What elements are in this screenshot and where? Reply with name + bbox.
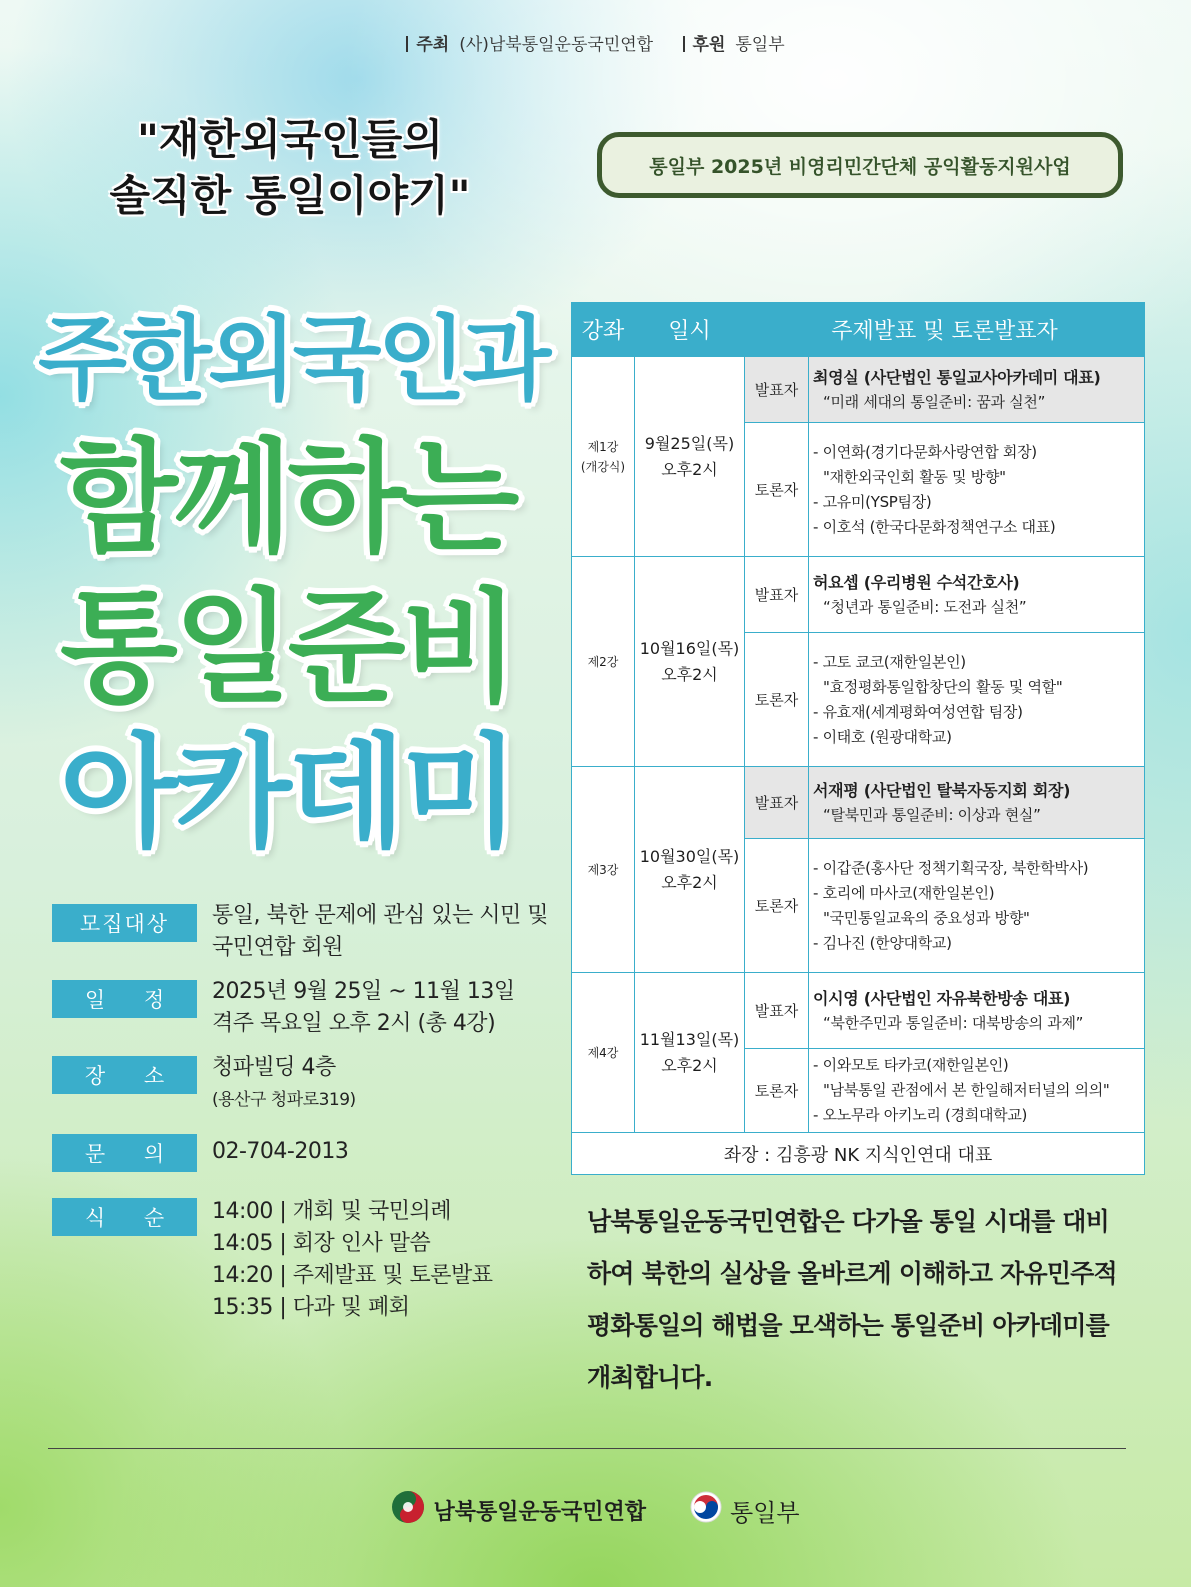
info-label-venue: 장 소 (52, 1056, 197, 1094)
col-speakers: 주제발표 및 토론발표자 (745, 303, 1145, 357)
ministry-logo (690, 1491, 800, 1529)
presenter-cell: 최영실 (사단법인 통일교사아카데미 대표) “미래 세대의 통일준비: 꿈과 실천” (809, 357, 1145, 423)
discussant-label: 토론자 (745, 839, 809, 973)
table-row (572, 973, 1145, 1049)
lecture-no: 제4강 (572, 973, 635, 1133)
presenter-label: 발표자 (745, 973, 809, 1049)
org-emblem-icon (391, 1490, 425, 1530)
discussant-label: 토론자 (745, 423, 809, 557)
lecture-date: 9월25일(목) 오후2시 (635, 357, 745, 557)
lecture-no: 제1강 (개강식) (572, 357, 635, 557)
chair-row (572, 1133, 1145, 1175)
presenter-label: 발표자 (745, 767, 809, 839)
presenter-cell: 서재평 (사단법인 탈북자동지회 회장) “탈북민과 통일준비: 이상과 현실” (809, 767, 1145, 839)
info-value-contact: 02-704-2013 (212, 1139, 349, 1164)
col-date: 일시 (635, 303, 745, 357)
info-value-target: 통일, 북한 문제에 관심 있는 시민 및 국민연합 회원 (212, 903, 548, 960)
lecture-date: 11월13일(목) 오후2시 (635, 973, 745, 1133)
lecture-table (571, 302, 1145, 1175)
host-name: (사)남북통일운동국민연합 (459, 35, 654, 55)
subtitle-line: 솔직한 통일이야기" (109, 171, 471, 220)
discussant-cell: - 이연화(경기다문화사랑연합 회장) "재한외국인회 활동 및 방향" - 고유미(YSP팀장) - 이호석 (한국다문화정책연구소 대표) (809, 423, 1145, 557)
info-label-target: 모집대상 (52, 904, 197, 942)
table-header-row (572, 303, 1145, 357)
subtitle-line: "재한외국인들의 (137, 115, 443, 164)
discussant-label: 토론자 (745, 633, 809, 767)
info-label-contact: 문 의 (52, 1134, 197, 1172)
info-value-venue: 청파빌딩 4층 (용산구 청파로319) (212, 1055, 356, 1110)
footer (0, 1490, 1191, 1530)
subtitle (60, 112, 520, 224)
ministry-name: 통일부 (729, 1498, 800, 1527)
presenter-label: 발표자 (745, 357, 809, 423)
info-value-program: 14:00 | 개회 및 국민의례 14:05 | 회장 인사 말씀 14:20 | 주제발표 및 토론발표 15:35 | 다과 및 폐회 (212, 1199, 493, 1320)
footer-divider (48, 1448, 1126, 1449)
presenter-label: 발표자 (745, 557, 809, 633)
title-line-4: 아카데미 (60, 722, 516, 864)
table-row (572, 767, 1145, 839)
organizer-line (0, 30, 1191, 55)
table-row (572, 357, 1145, 423)
presenter-cell: 허요셉 (우리병원 수석간호사) “청년과 통일준비: 도전과 실천” (809, 557, 1145, 633)
discussant-cell: - 고토 쿄코(재한일본인) "효정평화통일합창단의 활동 및 역할" - 유효재(세계평화여성연합 팀장) - 이태호 (원광대학교) (809, 633, 1145, 767)
program-badge: 통일부 2025년 비영리민간단체 공익활동지원사업 (597, 132, 1123, 198)
lecture-date: 10월30일(목) 오후2시 (635, 767, 745, 973)
taegeuk-icon (690, 1491, 722, 1529)
info-label-schedule: 일 정 (52, 980, 197, 1018)
org-logo (391, 1490, 646, 1530)
title-line-2: 함께하는 (60, 427, 516, 569)
lecture-no: 제3강 (572, 767, 635, 973)
presenter-cell: 이시영 (사단법인 자유북한방송 대표) “북한주민과 통일준비: 대북방송의 과제” (809, 973, 1145, 1049)
info-label-program: 식 순 (52, 1198, 197, 1236)
lecture-date: 10월16일(목) 오후2시 (635, 557, 745, 767)
col-lecture: 강좌 (572, 303, 635, 357)
description: 남북통일운동국민연합은 다가올 통일 시대를 대비 하여 북한의 실상을 올바르게 이해하고 자유민주적 평화통일의 해법을 모색하는 통일준비 아카데미를 개최합니다. (587, 1207, 1117, 1392)
discussant-label: 토론자 (745, 1049, 809, 1133)
table-row (572, 557, 1145, 633)
discussant-cell: - 이갑준(홍사단 정책기획국장, 북한학박사) - 호리에 마사코(재한일본인) "국민통일교육의 중요성과 방향" - 김나진 (한양대학교) (809, 839, 1145, 973)
sponsor-name: 통일부 (735, 35, 785, 55)
info-value-schedule: 2025년 9월 25일 ~ 11월 13일 격주 목요일 오후 2시 (총 4강) (212, 979, 515, 1036)
title-line-1: 주한외국인과 (38, 306, 548, 413)
title-line-3: 통일준비 (60, 577, 516, 719)
lecture-no: 제2강 (572, 557, 635, 767)
host-label: 주최 (416, 35, 450, 55)
discussant-cell: - 이와모토 타카코(재한일본인) "남북통일 관점에서 본 한일해저터널의 의의" - 오노무라 아키노리 (경희대학교) (809, 1049, 1145, 1133)
sponsor-label: 후원 (692, 35, 726, 55)
chair-cell: 좌장 : 김흥광 NK 지식인연대 대표 (572, 1133, 1145, 1175)
org-name: 남북통일운동국민연합 (433, 1499, 646, 1525)
